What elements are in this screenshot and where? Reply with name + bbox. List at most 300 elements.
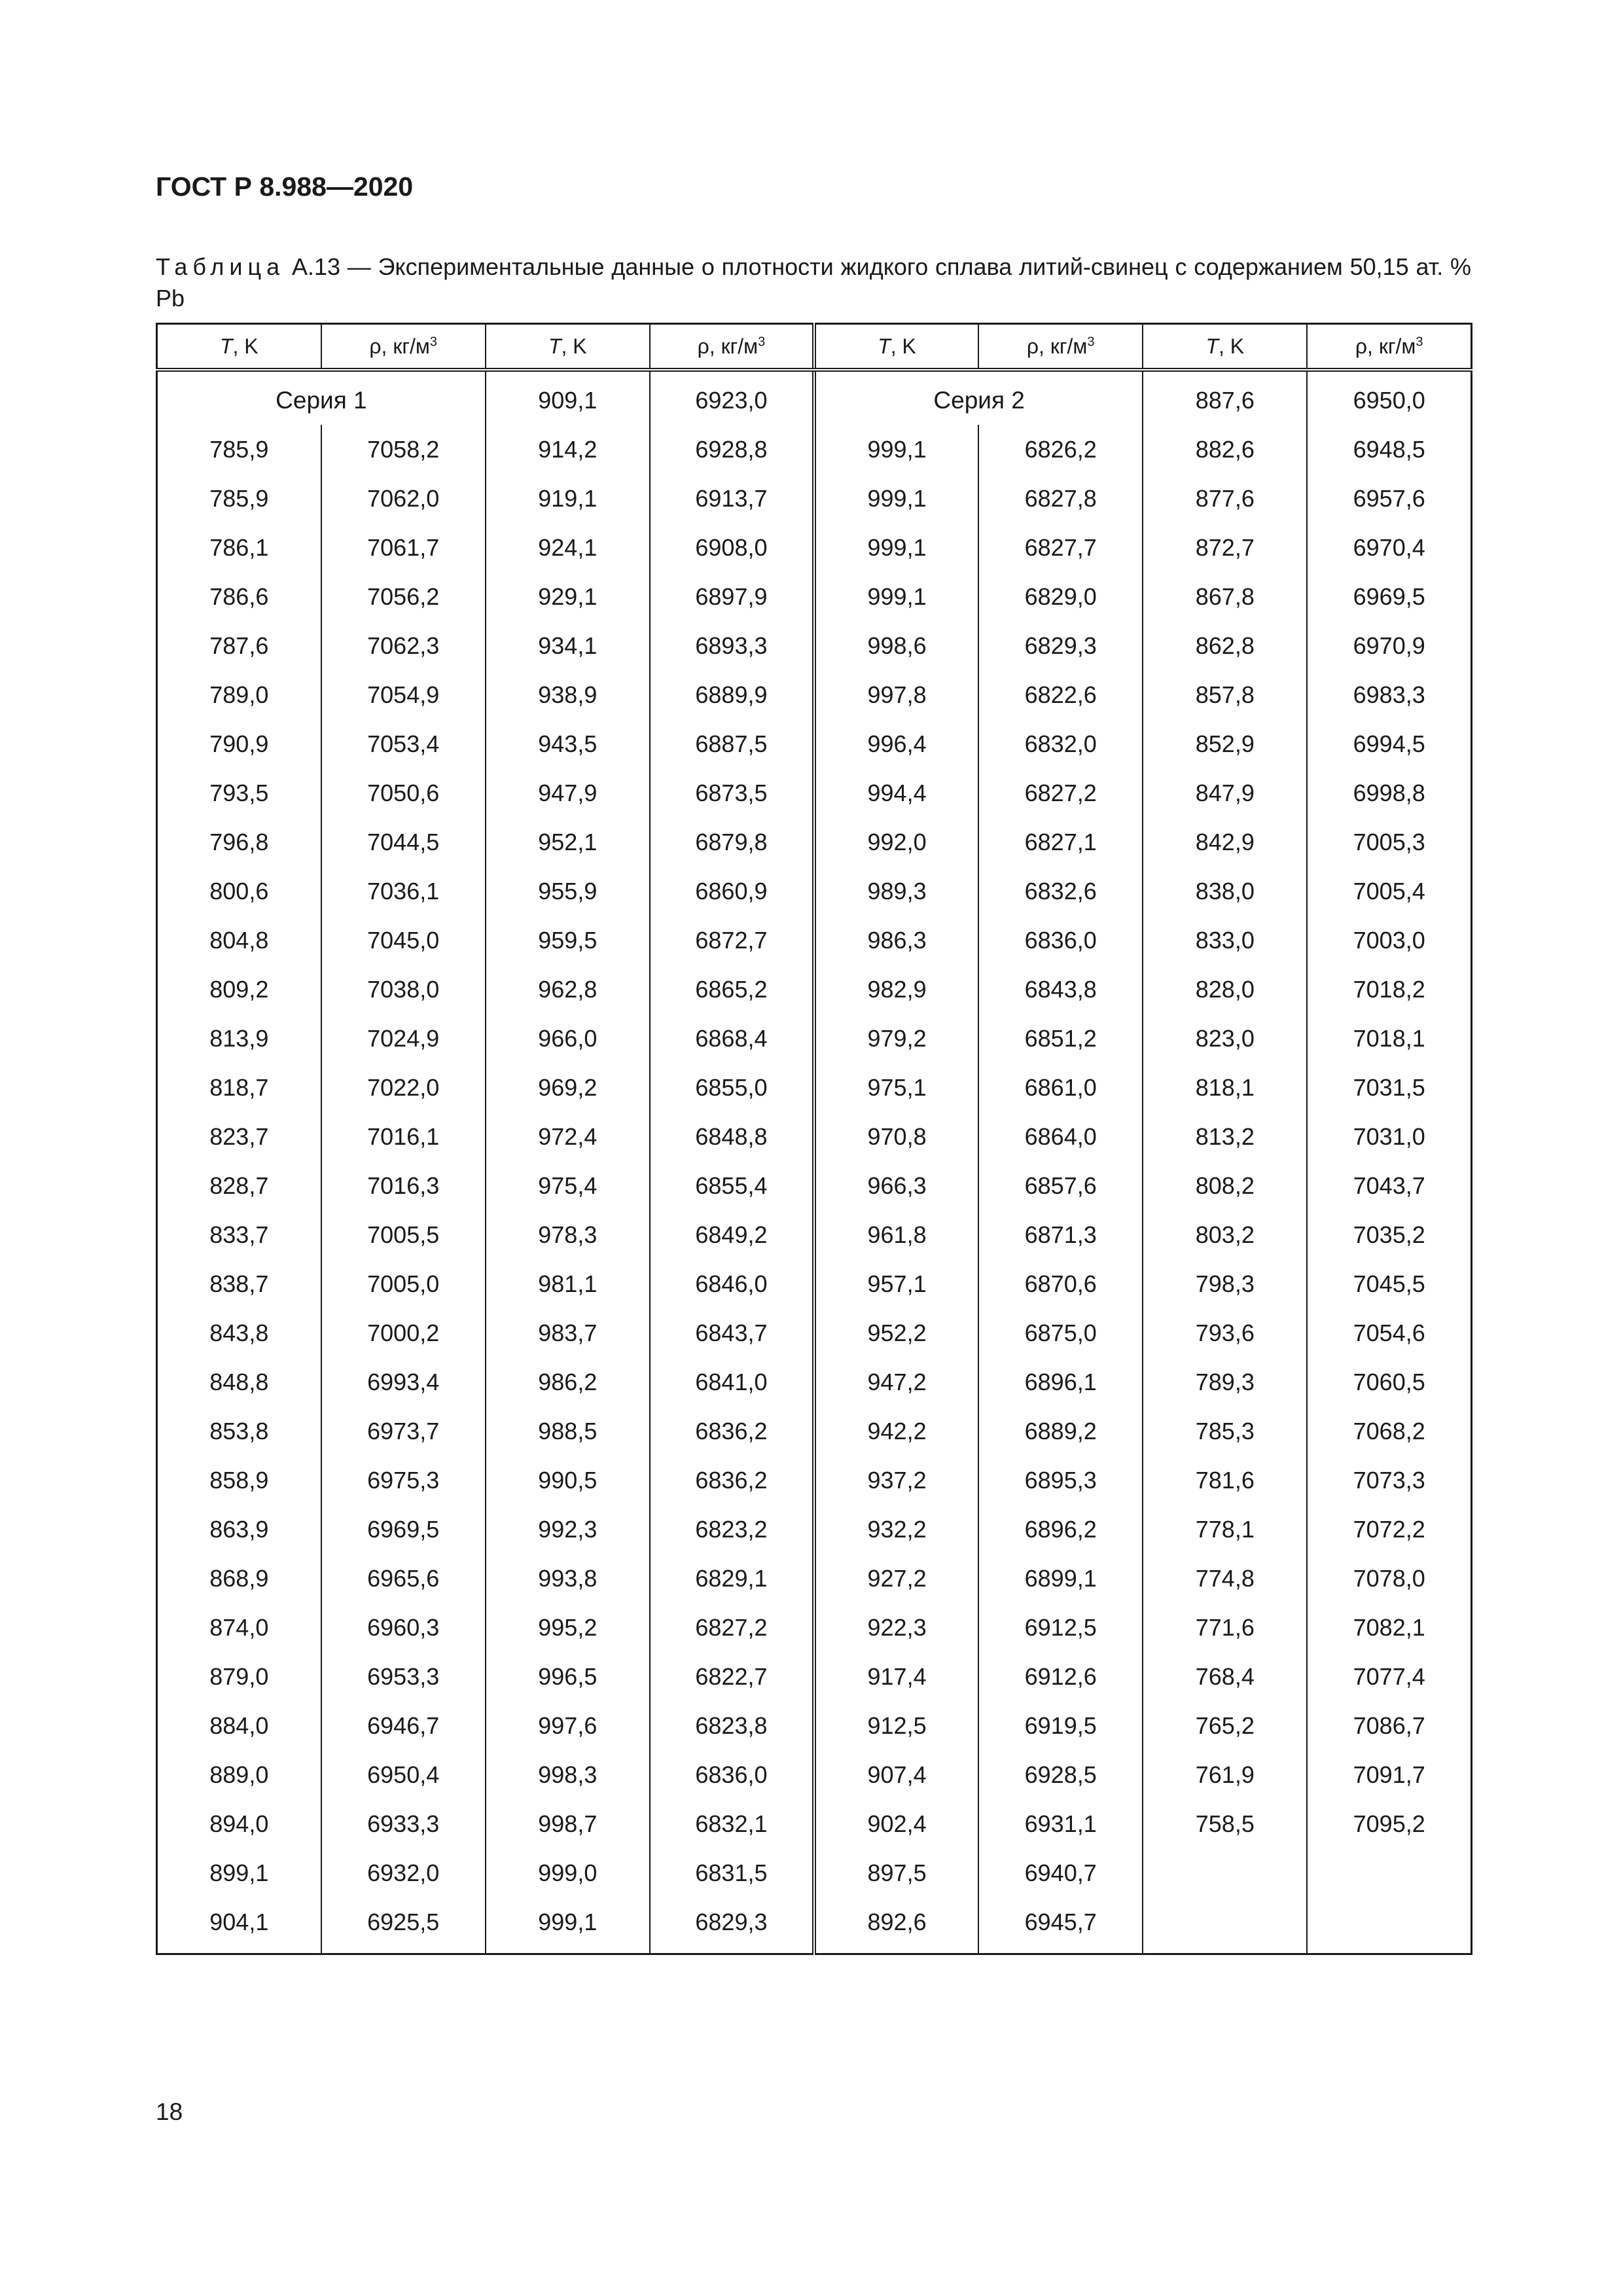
table-row [157,1259,1472,1308]
table-cell: 6843,8 [978,965,1143,1014]
table-cell: 6969,5 [1307,572,1471,621]
series-2-label: Серия 2 [814,370,1143,425]
table-cell: 7005,3 [1307,817,1471,867]
table-cell: 6957,6 [1307,474,1471,523]
table-cell: 988,5 [486,1407,650,1456]
table-cell: 6826,2 [978,425,1143,474]
table-cell: 992,3 [486,1505,650,1554]
table-cell: 803,2 [1143,1210,1307,1259]
table-cell: 6879,8 [650,817,814,867]
table-row [157,768,1472,817]
table-body [157,370,1472,1954]
table-cell: 7054,9 [321,670,486,719]
table-cell: 7056,2 [321,572,486,621]
table-cell: 929,1 [486,572,650,621]
table-cell: 6960,3 [321,1603,486,1652]
table-cell: 838,0 [1143,867,1307,916]
table-cell: 7095,2 [1307,1799,1471,1848]
table-cell: 6897,9 [650,572,814,621]
table-cell: 6887,5 [650,719,814,768]
table-cell: 6836,2 [650,1407,814,1456]
table-cell: 786,1 [157,523,321,572]
table-cell: 993,8 [486,1554,650,1603]
table-cell: 771,6 [1143,1603,1307,1652]
table-row [157,572,1472,621]
table-row [157,1308,1472,1357]
table-cell: 990,5 [486,1456,650,1505]
table-cell: 961,8 [814,1210,978,1259]
table-row [157,867,1472,916]
table-cell: 789,0 [157,670,321,719]
table-cell: 6823,8 [650,1701,814,1750]
table-cell: 7072,2 [1307,1505,1471,1554]
table-cell: 952,1 [486,817,650,867]
table-cell: 6889,2 [978,1407,1143,1456]
table-header-row [157,324,1472,370]
table-cell: 899,1 [157,1848,321,1897]
table-cell: 989,3 [814,867,978,916]
table-cell: 932,2 [814,1505,978,1554]
table-cell: 7068,2 [1307,1407,1471,1456]
table-cell: 7053,4 [321,719,486,768]
table-cell: 998,7 [486,1799,650,1848]
table-row [157,425,1472,474]
table-cell: 6829,1 [650,1554,814,1603]
table-cell: 979,2 [814,1014,978,1063]
table-cell: 6827,7 [978,523,1143,572]
table-cell: 765,2 [1143,1701,1307,1750]
series-1-label: Серия 1 [157,370,486,425]
table-cell: 999,1 [814,572,978,621]
table-cell: 996,4 [814,719,978,768]
table-row [157,1554,1472,1603]
table-cell: 758,5 [1143,1799,1307,1848]
table-cell: 6841,0 [650,1357,814,1407]
table-cell: 863,9 [157,1505,321,1554]
table-cell: 986,3 [814,916,978,965]
table-cell: 833,7 [157,1210,321,1259]
table-row [157,1210,1472,1259]
table-cell: 997,8 [814,670,978,719]
table-cell: 6832,1 [650,1799,814,1848]
table-cell: 6919,5 [978,1701,1143,1750]
table-cell: 937,2 [814,1456,978,1505]
table-cell: 7062,3 [321,621,486,670]
table-cell: 924,1 [486,523,650,572]
table-cell: 6932,0 [321,1848,486,1897]
table-cell: 7060,5 [1307,1357,1471,1407]
table-cell: 7044,5 [321,817,486,867]
table-cell: 6848,8 [650,1112,814,1161]
table-cell [1307,1848,1471,1897]
table-cell: 6899,1 [978,1554,1143,1603]
table-cell: 6945,7 [978,1897,1143,1954]
table-cell: 975,4 [486,1161,650,1210]
table-cell: 774,8 [1143,1554,1307,1603]
table-row [157,370,1472,425]
table-cell: 6896,2 [978,1505,1143,1554]
table-cell: 996,5 [486,1652,650,1701]
table-cell: 7005,0 [321,1259,486,1308]
table-cell: 6855,4 [650,1161,814,1210]
table-cell: 823,0 [1143,1014,1307,1063]
table-cell: 907,4 [814,1750,978,1799]
table-cell: 786,6 [157,572,321,621]
table-cell: 934,1 [486,621,650,670]
table-cell: 6973,7 [321,1407,486,1456]
table-cell: 793,5 [157,768,321,817]
table-cell: 6872,7 [650,916,814,965]
table-cell: 7045,0 [321,916,486,965]
table-cell: 6983,3 [1307,670,1471,719]
table-cell: 947,2 [814,1357,978,1407]
table-row [157,474,1472,523]
table-cell: 793,6 [1143,1308,1307,1357]
table-cell: 6912,6 [978,1652,1143,1701]
table-cell: 943,5 [486,719,650,768]
table-cell: 7078,0 [1307,1554,1471,1603]
table-cell: 868,9 [157,1554,321,1603]
table-cell: 7082,1 [1307,1603,1471,1652]
table-cell: 6931,1 [978,1799,1143,1848]
table-cell: 959,5 [486,916,650,965]
table-cell: 7024,9 [321,1014,486,1063]
density-table [156,323,1472,1955]
table-cell: 998,3 [486,1750,650,1799]
table-cell: 6994,5 [1307,719,1471,768]
table-cell: 838,7 [157,1259,321,1308]
table-cell: 6912,5 [978,1603,1143,1652]
table-cell: 857,8 [1143,670,1307,719]
table-row [157,1112,1472,1161]
table-cell: 997,6 [486,1701,650,1750]
table-row [157,1603,1472,1652]
table-cell: 6865,2 [650,965,814,1014]
table-cell: 6889,9 [650,670,814,719]
table-cell: 6933,3 [321,1799,486,1848]
table-cell: 808,2 [1143,1161,1307,1210]
table-cell: 6873,5 [650,768,814,817]
table-cell: 785,9 [157,474,321,523]
table-cell: 828,0 [1143,965,1307,1014]
table-cell: 947,9 [486,768,650,817]
table-cell: 992,0 [814,817,978,867]
table-cell: 828,7 [157,1161,321,1210]
table-cell: 6822,7 [650,1652,814,1701]
table-cell: 833,0 [1143,916,1307,965]
table-cell: 6864,0 [978,1112,1143,1161]
table-cell: 986,2 [486,1357,650,1407]
table-cell: 6946,7 [321,1701,486,1750]
table-cell: 781,6 [1143,1456,1307,1505]
table-cell: 6940,7 [978,1848,1143,1897]
table-cell: 6908,0 [650,523,814,572]
table-row [157,1505,1472,1554]
table-cell: 843,8 [157,1308,321,1357]
table-row [157,1456,1472,1505]
table-cell: 978,3 [486,1210,650,1259]
table-row [157,965,1472,1014]
page-number: 18 [156,2098,183,2125]
table-cell: 6913,7 [650,474,814,523]
table-cell: 6925,5 [321,1897,486,1954]
table-cell: 809,2 [157,965,321,1014]
table-cell: 761,9 [1143,1750,1307,1799]
table-cell: 957,1 [814,1259,978,1308]
table-cell: 6831,5 [650,1848,814,1897]
table-cell: 6860,9 [650,867,814,916]
table-cell: 972,4 [486,1112,650,1161]
table-cell: 902,4 [814,1799,978,1848]
table-cell: 7036,1 [321,867,486,916]
table-cell: 858,9 [157,1456,321,1505]
table-cell: 6829,3 [650,1897,814,1954]
table-cell: 6948,5 [1307,425,1471,474]
table-cell: 818,7 [157,1063,321,1112]
table-cell: 6849,2 [650,1210,814,1259]
table-cell: 768,4 [1143,1652,1307,1701]
table-row [157,523,1472,572]
table-cell: 813,9 [157,1014,321,1063]
table-cell: 966,3 [814,1161,978,1210]
table-cell: 884,0 [157,1701,321,1750]
table-cell: 982,9 [814,965,978,1014]
table-cell: 6970,9 [1307,621,1471,670]
table-cell: 862,8 [1143,621,1307,670]
table-cell: 914,2 [486,425,650,474]
table-cell: 889,0 [157,1750,321,1799]
table-cell: 7031,0 [1307,1112,1471,1161]
table-cell: 975,1 [814,1063,978,1112]
table-cell: 904,1 [157,1897,321,1954]
table-row [157,1407,1472,1456]
table-cell: 6896,1 [978,1357,1143,1407]
table-cell: 7073,3 [1307,1456,1471,1505]
table-cell: 877,6 [1143,474,1307,523]
table-cell: 6928,8 [650,425,814,474]
table-cell: 6823,2 [650,1505,814,1554]
table-cell: 894,0 [157,1799,321,1848]
table-cell: 6950,0 [1307,370,1471,425]
table-cell: 6998,8 [1307,768,1471,817]
table-cell: 7000,2 [321,1308,486,1357]
table-cell: 842,9 [1143,817,1307,867]
table-cell: 6861,0 [978,1063,1143,1112]
table-cell: 7016,1 [321,1112,486,1161]
table-cell: 6827,2 [650,1603,814,1652]
table-cell: 804,8 [157,916,321,965]
table-cell: 872,7 [1143,523,1307,572]
table-cell: 823,7 [157,1112,321,1161]
table-cell: 6836,0 [650,1750,814,1799]
table-cell: 7045,5 [1307,1259,1471,1308]
table-cell: 853,8 [157,1407,321,1456]
table-caption [156,251,1471,314]
table-cell: 787,6 [157,621,321,670]
column-header-temperature: T, K [157,324,321,370]
table-cell: 966,0 [486,1014,650,1063]
table-cell: 6827,8 [978,474,1143,523]
table-cell: 785,9 [157,425,321,474]
column-header-density: ρ, $кг/м^3$ [321,324,486,370]
table-cell: 796,8 [157,817,321,867]
table-cell: 790,9 [157,719,321,768]
table-cell: 887,6 [1143,370,1307,425]
table-cell: 6969,5 [321,1505,486,1554]
table-cell: 6893,3 [650,621,814,670]
table-cell: 7050,6 [321,768,486,817]
table-cell: 6993,4 [321,1357,486,1407]
table-cell: 7022,0 [321,1063,486,1112]
table-cell: 999,1 [814,523,978,572]
table-cell: 6832,0 [978,719,1143,768]
document-header: ГОСТ Р 8.988—2020 [156,171,414,202]
table-cell: 6822,6 [978,670,1143,719]
table-row [157,1897,1472,1954]
table-row [157,817,1472,867]
table-cell: 7091,7 [1307,1750,1471,1799]
table-cell: 897,5 [814,1848,978,1897]
table-cell: 789,3 [1143,1357,1307,1407]
column-header-density: ρ, $кг/м^3$ [650,324,814,370]
table-cell: 892,6 [814,1897,978,1954]
table-cell: 7086,7 [1307,1701,1471,1750]
table-cell [1307,1897,1471,1954]
table-cell: 909,1 [486,370,650,425]
table-row [157,1799,1472,1848]
table-row [157,719,1472,768]
table-cell: 7062,0 [321,474,486,523]
table-cell: 785,3 [1143,1407,1307,1456]
table-cell: 6953,3 [321,1652,486,1701]
table-cell: 7018,2 [1307,965,1471,1014]
table-cell: 970,8 [814,1112,978,1161]
table-caption-label: Таблица [156,253,285,280]
table-row [157,670,1472,719]
table-cell: 7031,5 [1307,1063,1471,1112]
table-cell [1143,1897,1307,1954]
table-cell: 938,9 [486,670,650,719]
table-cell: 983,7 [486,1308,650,1357]
table-row [157,1652,1472,1701]
table-cell: 7003,0 [1307,916,1471,965]
table-cell: 6928,5 [978,1750,1143,1799]
table-cell: 6870,6 [978,1259,1143,1308]
table-cell: 955,9 [486,867,650,916]
table-cell: 813,2 [1143,1112,1307,1161]
table-cell: 6843,7 [650,1308,814,1357]
table-row [157,1161,1472,1210]
column-header-temperature: T, K [814,324,978,370]
table-cell: 6923,0 [650,370,814,425]
table-cell: 994,4 [814,768,978,817]
table-cell: 6871,3 [978,1210,1143,1259]
table-cell: 6846,0 [650,1259,814,1308]
table-cell: 969,2 [486,1063,650,1112]
table-cell: 6829,3 [978,621,1143,670]
table-cell: 6851,2 [978,1014,1143,1063]
table-cell: 7058,2 [321,425,486,474]
table-cell: 912,5 [814,1701,978,1750]
table-cell: 852,9 [1143,719,1307,768]
column-header-temperature: T, K [1143,324,1307,370]
table-row [157,1357,1472,1407]
table-row [157,916,1472,965]
table-cell: 7054,6 [1307,1308,1471,1357]
table-cell: 800,6 [157,867,321,916]
table-cell: 847,9 [1143,768,1307,817]
table-cell: 7018,1 [1307,1014,1471,1063]
table-cell: 778,1 [1143,1505,1307,1554]
table-cell: 7038,0 [321,965,486,1014]
table-cell: 927,2 [814,1554,978,1603]
table-cell: 7035,2 [1307,1210,1471,1259]
table-cell: 942,2 [814,1407,978,1456]
table-cell: 6975,3 [321,1456,486,1505]
table-row [157,1014,1472,1063]
column-header-density: ρ, $кг/м^3$ [1307,324,1471,370]
table-cell: 848,8 [157,1357,321,1407]
table-cell: 7005,5 [321,1210,486,1259]
table-cell: 6950,4 [321,1750,486,1799]
table-cell: 6895,3 [978,1456,1143,1505]
table-cell: 962,8 [486,965,650,1014]
table-cell: 999,1 [814,425,978,474]
table-cell [1143,1848,1307,1897]
table-cell: 917,4 [814,1652,978,1701]
table-cell: 999,1 [486,1897,650,1954]
table-cell: 7005,4 [1307,867,1471,916]
table-cell: 867,8 [1143,572,1307,621]
table-cell: 6827,1 [978,817,1143,867]
table-cell: 6855,0 [650,1063,814,1112]
table-row [157,1701,1472,1750]
table-cell: 7016,3 [321,1161,486,1210]
table-cell: 995,2 [486,1603,650,1652]
table-cell: 6857,6 [978,1161,1143,1210]
table-row [157,1848,1472,1897]
table-cell: 7061,7 [321,523,486,572]
table-cell: 998,6 [814,621,978,670]
column-header-temperature: T, K [486,324,650,370]
table-cell: 6965,6 [321,1554,486,1603]
table-cell: 879,0 [157,1652,321,1701]
table-cell: 6836,0 [978,916,1143,965]
table-cell: 818,1 [1143,1063,1307,1112]
table-cell: 7043,7 [1307,1161,1471,1210]
table-cell: 798,3 [1143,1259,1307,1308]
table-cell: 922,3 [814,1603,978,1652]
table-cell: 999,0 [486,1848,650,1897]
table-row [157,1750,1472,1799]
table-caption-text: А.13 — Экспериментальные данные о плотности жидкого сплава литий-свинец с содержанием 50,15 ат. % Pb [156,253,1471,312]
table-cell: 999,1 [814,474,978,523]
table-cell: 6829,0 [978,572,1143,621]
column-header-density: ρ, $кг/м^3$ [978,324,1143,370]
table-cell: 7077,4 [1307,1652,1471,1701]
table-cell: 952,2 [814,1308,978,1357]
table-cell: 6836,2 [650,1456,814,1505]
table-cell: 882,6 [1143,425,1307,474]
table-cell: 6875,0 [978,1308,1143,1357]
table-cell: 874,0 [157,1603,321,1652]
table-cell: 6970,4 [1307,523,1471,572]
table-cell: 6868,4 [650,1014,814,1063]
table-cell: 981,1 [486,1259,650,1308]
table-cell: 6832,6 [978,867,1143,916]
table-row [157,1063,1472,1112]
table-cell: 6827,2 [978,768,1143,817]
